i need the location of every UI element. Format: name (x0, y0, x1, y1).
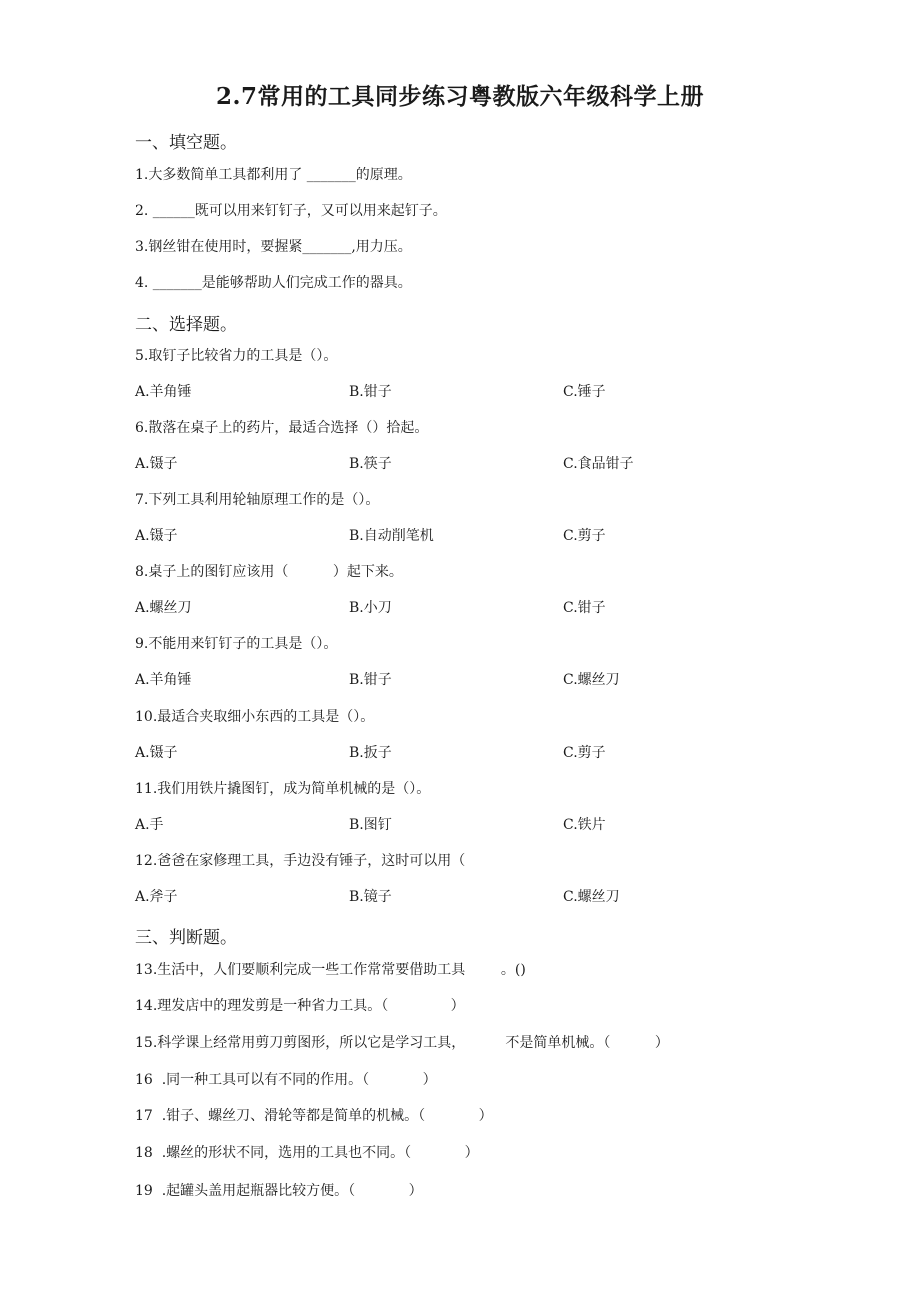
judge-question: 18 .螺丝的形状不同，选用的工具也不同。（ ） (135, 1145, 479, 1161)
choice-option-b: B.图钉 (349, 817, 392, 833)
choice-option-a: A.镊子 (135, 745, 178, 761)
choice-question: 10.最适合夹取细小东西的工具是（）。 (135, 709, 375, 725)
choice-option-a: A.羊角锤 (135, 384, 192, 400)
choice-option-c: C.螺丝刀 (563, 672, 620, 688)
choice-option-b: B.筷子 (349, 456, 392, 472)
section-heading-judge: 三、判断题。 (135, 928, 237, 948)
judge-question: 16 .同一种工具可以有不同的作用。（ ） (135, 1072, 437, 1088)
judge-question: 13.生活中，人们要顺利完成一些工作常常要借助工具 。() (135, 962, 526, 978)
fill-question: 3.钢丝钳在使用时，要握紧_______,用力压。 (135, 239, 412, 255)
choice-option-a: A.羊角锤 (135, 672, 192, 688)
choice-option-a: A.斧子 (135, 889, 178, 905)
choice-question: 6.散落在桌子上的药片，最适合选择（）拾起。 (135, 420, 429, 436)
choice-option-c: C.剪子 (563, 528, 606, 544)
choice-question: 11.我们用铁片撬图钉，成为简单机械的是（）。 (135, 781, 431, 797)
choice-option-a: A.镊子 (135, 528, 178, 544)
judge-question: 17 .钳子、螺丝刀、滑轮等都是简单的机械。（ ） (135, 1108, 493, 1124)
choice-option-b: B.小刀 (349, 600, 392, 616)
choice-option-a: A.螺丝刀 (135, 600, 192, 616)
choice-option-c: C.剪子 (563, 745, 606, 761)
choice-question: 8.桌子上的图钉应该用（ ）起下来。 (135, 564, 403, 580)
choice-question: 7.下列工具利用轮轴原理工作的是（）。 (135, 492, 380, 508)
choice-question: 5.取钉子比较省力的工具是（）。 (135, 348, 338, 364)
choice-option-b: B.自动削笔机 (349, 528, 434, 544)
section-heading-choice: 二、选择题。 (135, 315, 237, 335)
choice-option-b: B.扳子 (349, 745, 392, 761)
fill-question: 2. ______既可以用来钉钉子，又可以用来起钉子。 (135, 203, 447, 219)
judge-question: 14.理发店中的理发剪是一种省力工具。（ ） (135, 998, 465, 1014)
choice-question: 9.不能用来钉钉子的工具是（）。 (135, 636, 338, 652)
choice-option-c: C.铁片 (563, 817, 606, 833)
choice-option-c: C.螺丝刀 (563, 889, 620, 905)
choice-option-c: C.钳子 (563, 600, 606, 616)
choice-option-b: B.钳子 (349, 672, 392, 688)
fill-question: 4. _______是能够帮助人们完成工作的器具。 (135, 275, 412, 291)
choice-option-a: A.镊子 (135, 456, 178, 472)
choice-option-b: B.镜子 (349, 889, 392, 905)
choice-option-b: B.钳子 (349, 384, 392, 400)
judge-question: 19 .起罐头盖用起瓶器比较方便。（ ） (135, 1183, 423, 1199)
judge-question: 15.科学课上经常用剪刀剪图形，所以它是学习工具， 不是简单机械。（ ） (135, 1035, 669, 1051)
choice-option-c: C.锤子 (563, 384, 606, 400)
fill-question: 1.大多数简单工具都利用了 _______的原理。 (135, 167, 412, 183)
choice-option-a: A.手 (135, 817, 164, 833)
choice-option-c: C.食品钳子 (563, 456, 634, 472)
section-heading-fill: 一、填空题。 (135, 133, 237, 153)
page-title: 2.7常用的工具同步练习粤教版六年级科学上册 (215, 83, 704, 110)
choice-question: 12.爸爸在家修理工具，手边没有锤子，这时可以用（ (135, 853, 466, 869)
